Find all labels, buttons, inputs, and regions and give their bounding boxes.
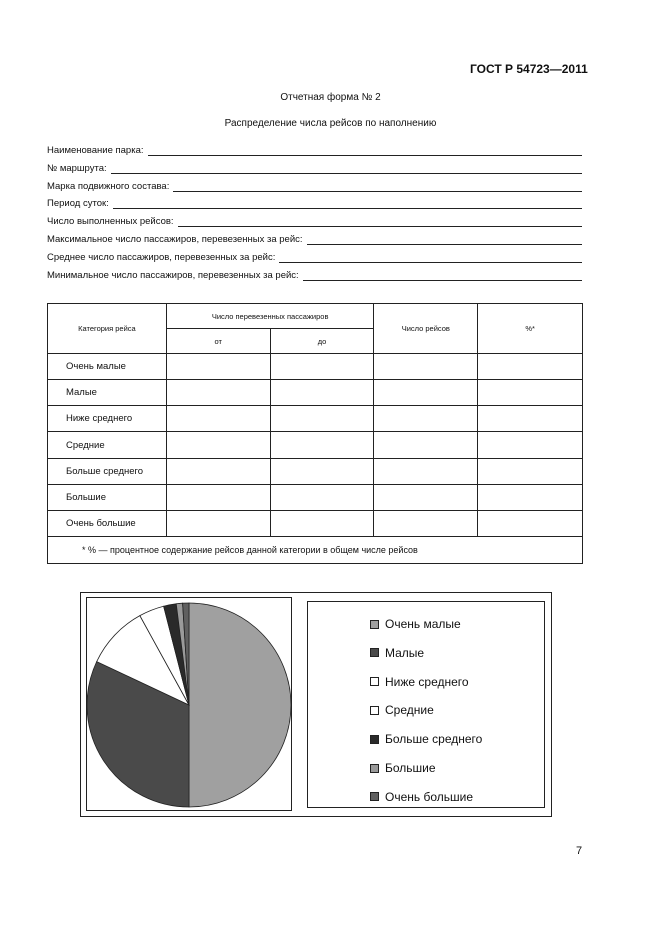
- field-label: Марка подвижного состава:: [47, 181, 170, 192]
- percent-cell[interactable]: [478, 354, 583, 380]
- trips-cell[interactable]: [374, 510, 478, 536]
- category-cell: Больше среднего: [48, 458, 167, 484]
- pie-slice: [189, 603, 291, 807]
- from-cell[interactable]: [166, 406, 270, 432]
- legend-swatch: [370, 620, 379, 629]
- legend-label: Очень большие: [385, 789, 474, 804]
- legend-label: Ниже среднего: [385, 674, 469, 689]
- chart-legend: [307, 601, 545, 808]
- table-row: [48, 458, 583, 484]
- field-label: Период суток:: [47, 198, 109, 209]
- field-route-number: [47, 160, 582, 174]
- page-number: 7: [576, 845, 583, 857]
- legend-swatch: [370, 792, 379, 801]
- legend-item: [370, 645, 424, 661]
- fill-line[interactable]: [111, 163, 582, 174]
- legend-item: [370, 674, 469, 690]
- trips-cell[interactable]: [374, 380, 478, 406]
- category-cell: Средние: [48, 432, 167, 458]
- to-cell[interactable]: [270, 484, 374, 510]
- trip-distribution-table: [47, 303, 583, 564]
- table-row: [48, 510, 583, 536]
- legend-item: [370, 760, 436, 776]
- field-label: № маршрута:: [47, 163, 107, 174]
- legend-item: [370, 702, 434, 718]
- category-cell: Большие: [48, 484, 167, 510]
- table-row: [48, 484, 583, 510]
- header-passengers: Число перевезенных пассажиров: [166, 304, 374, 329]
- percent-cell[interactable]: [478, 484, 583, 510]
- trips-cell[interactable]: [374, 406, 478, 432]
- legend-item: [370, 616, 461, 632]
- legend-label: Средние: [385, 703, 434, 718]
- field-label: Наименование парка:: [47, 145, 144, 156]
- field-park-name: [47, 142, 582, 156]
- percent-cell[interactable]: [478, 510, 583, 536]
- legend-label: Очень малые: [385, 617, 461, 631]
- category-cell: Очень малые: [48, 354, 167, 380]
- field-avg-passengers: [47, 249, 582, 263]
- table-footnote: * % — процентное содержание рейсов данной категории в общем числе рейсов: [48, 536, 583, 563]
- form-subtitle: Распределение числа рейсов по наполнению: [224, 118, 437, 129]
- field-trips-count: [47, 213, 582, 227]
- to-cell[interactable]: [270, 432, 374, 458]
- field-min-passengers: [47, 267, 582, 281]
- field-day-period: [47, 195, 582, 209]
- legend-swatch: [370, 735, 379, 744]
- category-cell: Очень большие: [48, 510, 167, 536]
- trips-cell[interactable]: [374, 354, 478, 380]
- legend-swatch: [370, 677, 379, 686]
- to-cell[interactable]: [270, 406, 374, 432]
- from-cell[interactable]: [166, 510, 270, 536]
- header-to: до: [270, 329, 374, 354]
- percent-cell[interactable]: [478, 432, 583, 458]
- from-cell[interactable]: [166, 458, 270, 484]
- fill-line[interactable]: [303, 270, 582, 281]
- field-label: Максимальное число пассажиров, перевезенных за рейс:: [47, 234, 303, 245]
- pie-chart: [87, 598, 291, 810]
- header-trips: Число рейсов: [374, 304, 478, 354]
- pie-plot-area: [86, 597, 292, 811]
- legend-label: Малые: [385, 645, 425, 660]
- legend-swatch: [370, 706, 379, 715]
- legend-label: Большие: [385, 761, 436, 775]
- fill-line[interactable]: [279, 252, 582, 263]
- field-label: Среднее число пассажиров, перевезенных за рейс:: [47, 252, 276, 263]
- to-cell[interactable]: [270, 354, 374, 380]
- header-from: от: [166, 329, 270, 354]
- trips-cell[interactable]: [374, 458, 478, 484]
- field-max-passengers: [47, 231, 582, 245]
- trips-cell[interactable]: [374, 432, 478, 458]
- from-cell[interactable]: [166, 354, 270, 380]
- legend-swatch: [370, 648, 379, 657]
- legend-label: Больше среднего: [385, 732, 483, 747]
- fill-line[interactable]: [113, 198, 582, 209]
- from-cell[interactable]: [166, 484, 270, 510]
- to-cell[interactable]: [270, 380, 374, 406]
- percent-cell[interactable]: [478, 406, 583, 432]
- table-row: [48, 406, 583, 432]
- table-row: [48, 432, 583, 458]
- category-cell: Малые: [48, 380, 167, 406]
- legend-swatch: [370, 764, 379, 773]
- fill-line[interactable]: [173, 181, 582, 192]
- fill-line[interactable]: [148, 145, 583, 156]
- field-vehicle-brand: [47, 178, 582, 192]
- to-cell[interactable]: [270, 458, 374, 484]
- form-title: Отчетная форма № 2: [280, 92, 381, 103]
- header-category: Категория рейса: [48, 304, 167, 354]
- pie-chart-frame: [80, 592, 552, 817]
- document-standard-number: ГОСТ Р 54723—2011: [470, 62, 588, 76]
- to-cell[interactable]: [270, 510, 374, 536]
- legend-item: [370, 789, 473, 805]
- percent-cell[interactable]: [478, 458, 583, 484]
- table-row: [48, 380, 583, 406]
- legend-item: [370, 731, 482, 747]
- percent-cell[interactable]: [478, 380, 583, 406]
- from-cell[interactable]: [166, 380, 270, 406]
- field-label: Минимальное число пассажиров, перевезенных за рейс:: [47, 270, 299, 281]
- trips-cell[interactable]: [374, 484, 478, 510]
- from-cell[interactable]: [166, 432, 270, 458]
- field-label: Число выполненных рейсов:: [47, 216, 174, 227]
- fill-line[interactable]: [178, 216, 582, 227]
- table-row: [48, 354, 583, 380]
- fill-line[interactable]: [307, 234, 582, 245]
- header-percent: %*: [478, 304, 583, 354]
- category-cell: Ниже среднего: [48, 406, 167, 432]
